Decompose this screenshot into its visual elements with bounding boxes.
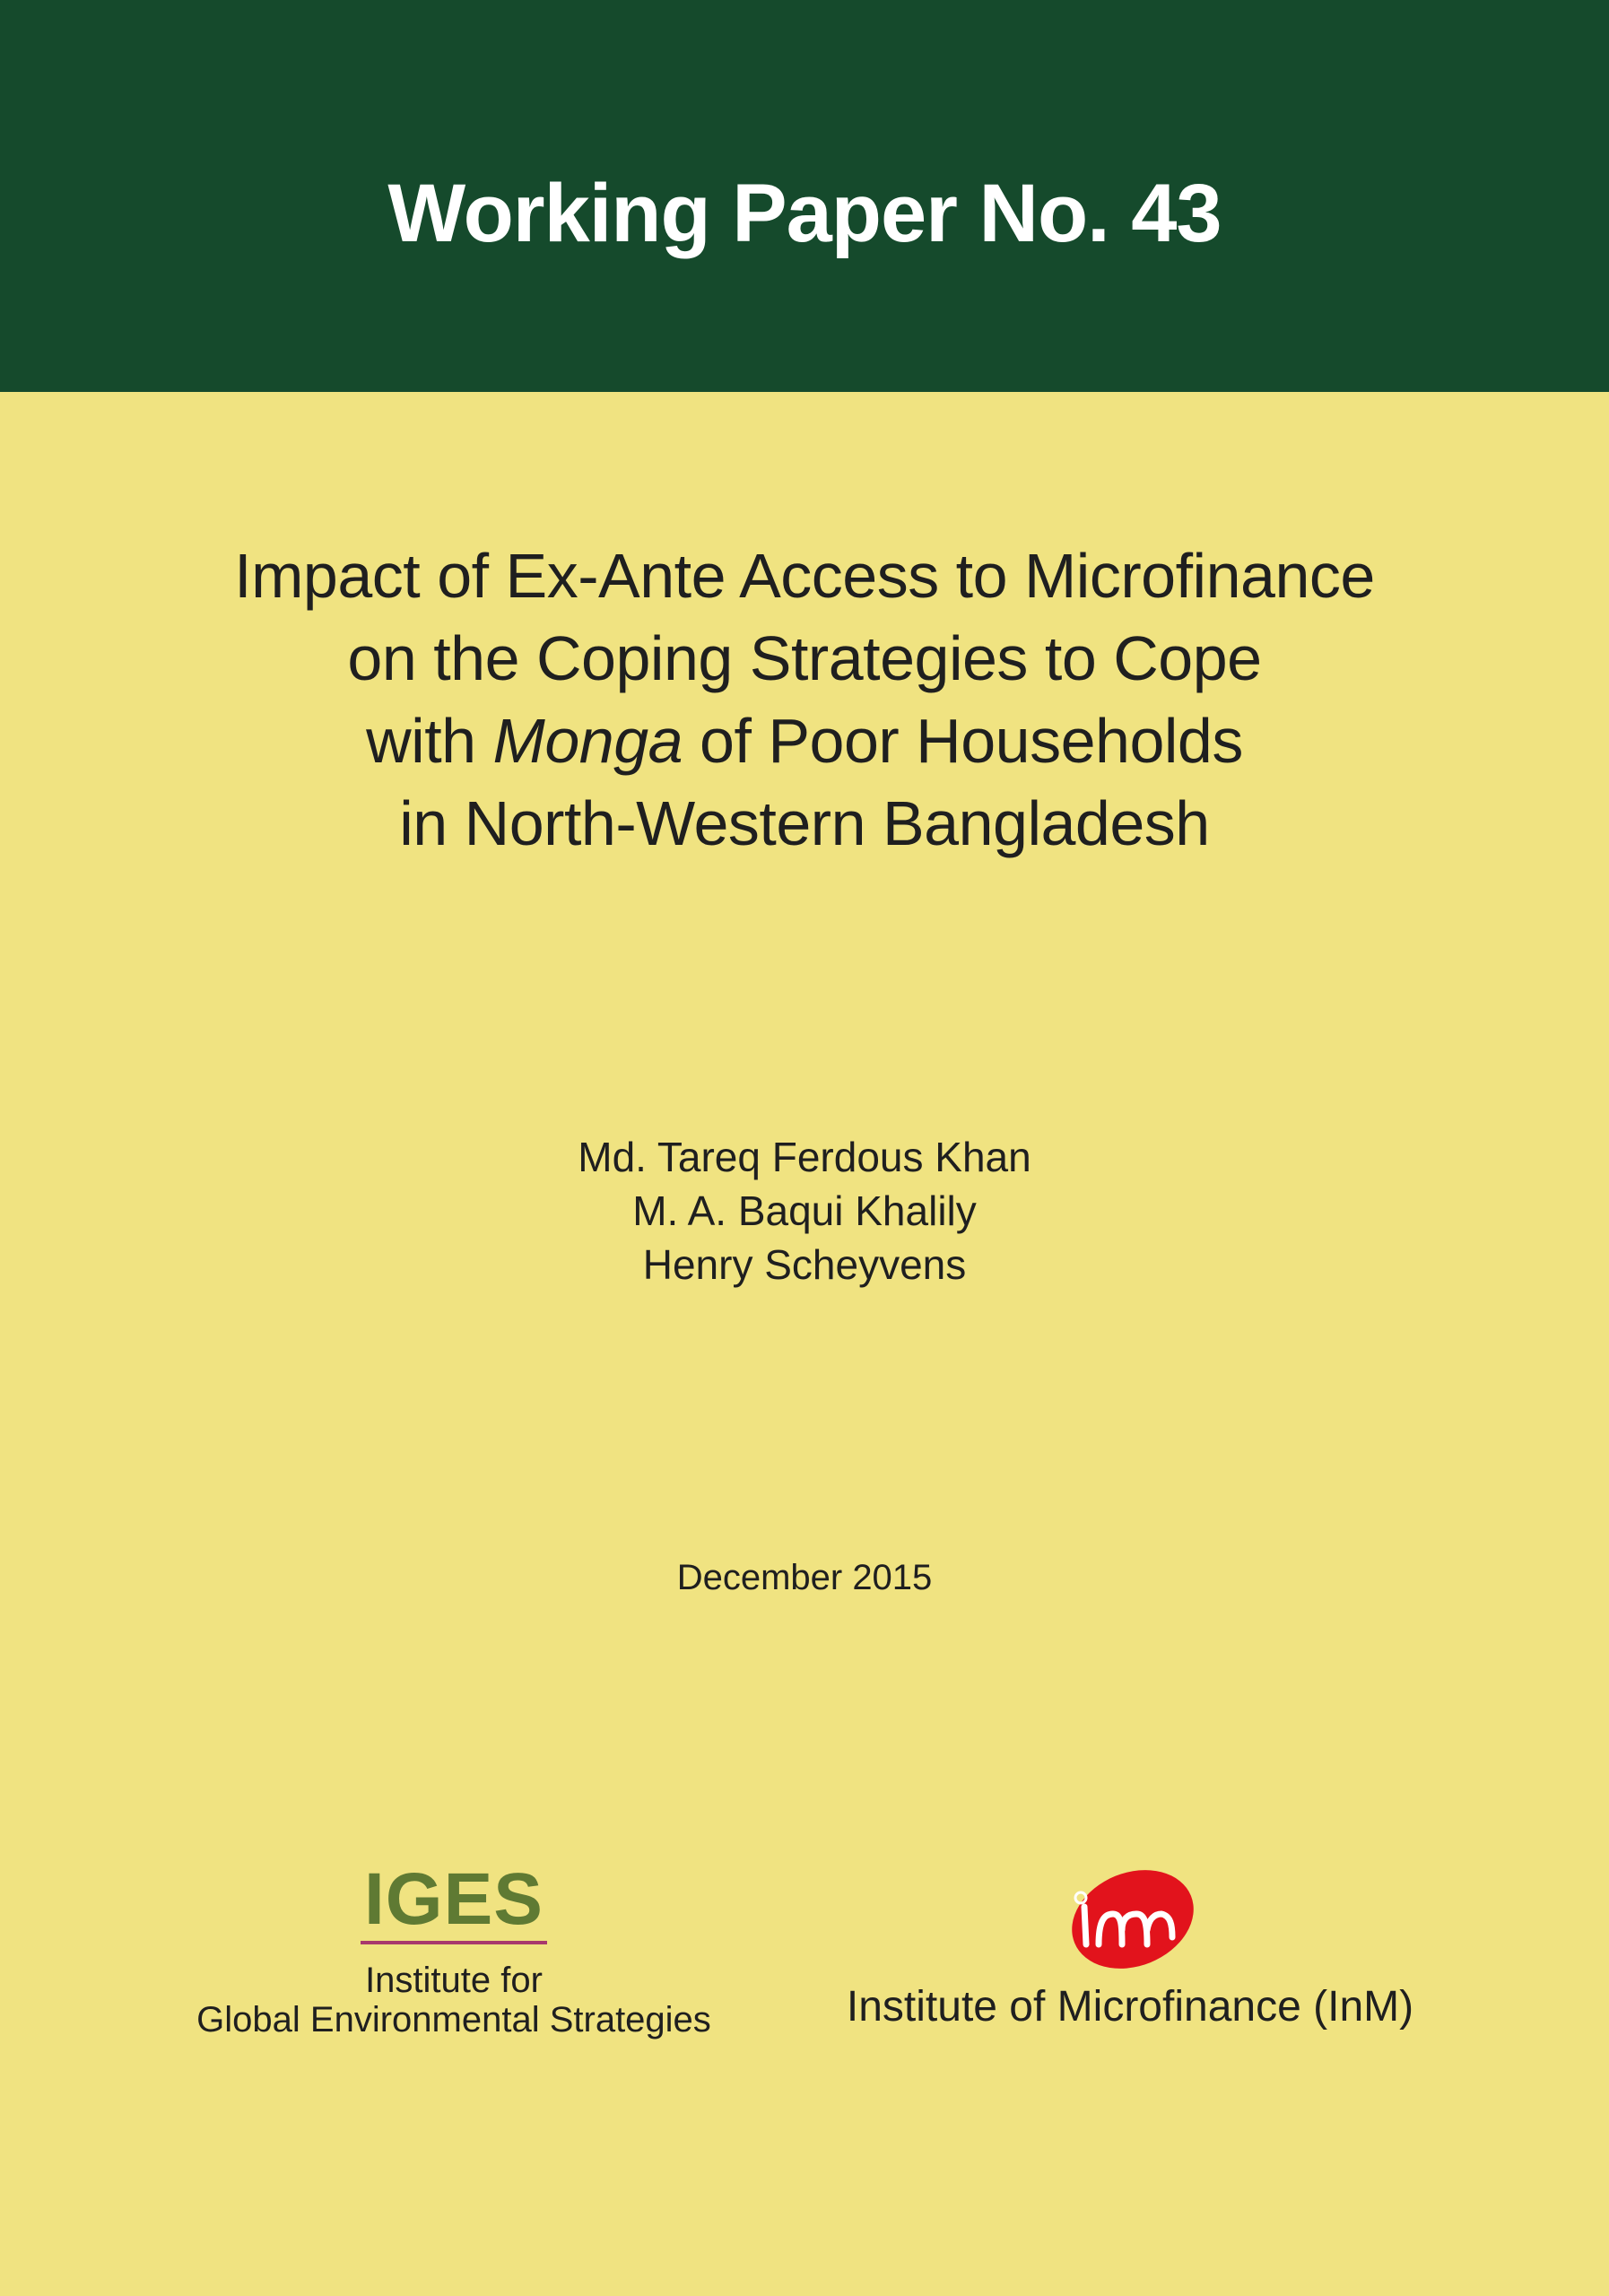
author-name: Md. Tareq Ferdous Khan [578,1134,1031,1180]
title-line-3-post: of Poor Households [683,706,1243,776]
iges-name-line-1: Institute for [365,1961,543,2000]
title-italic-term: Monga [492,706,683,776]
paper-title [90,535,1519,865]
inm-logo-icon [1063,1866,1197,1970]
author-list [0,1130,1609,1292]
author-name: Henry Scheyvens [642,1241,967,1288]
inm-name: Institute of Microfinance (InM) [846,1983,1414,2031]
inm-publisher [789,1866,1471,2034]
title-line-1: Impact of Ex-Ante Access to Microfinance [234,541,1375,611]
publication-date: December 2015 [676,1558,933,1597]
iges-publisher [108,1858,800,2039]
title-line-3 [90,700,1519,782]
author-name: M. A. Baqui Khalily [632,1187,977,1234]
title-line-4: in North-Western Bangladesh [399,788,1210,858]
iges-name-line-2: Global Environmental Strategies [196,2000,711,2039]
iges-logo: IGES [361,1862,547,1944]
iges-name [108,1961,800,2039]
header-band [0,0,1609,392]
series-title: Working Paper No. 43 [387,168,1222,259]
title-line-2: on the Coping Strategies to Cope [347,623,1262,693]
title-line-3-pre: with [366,706,493,776]
